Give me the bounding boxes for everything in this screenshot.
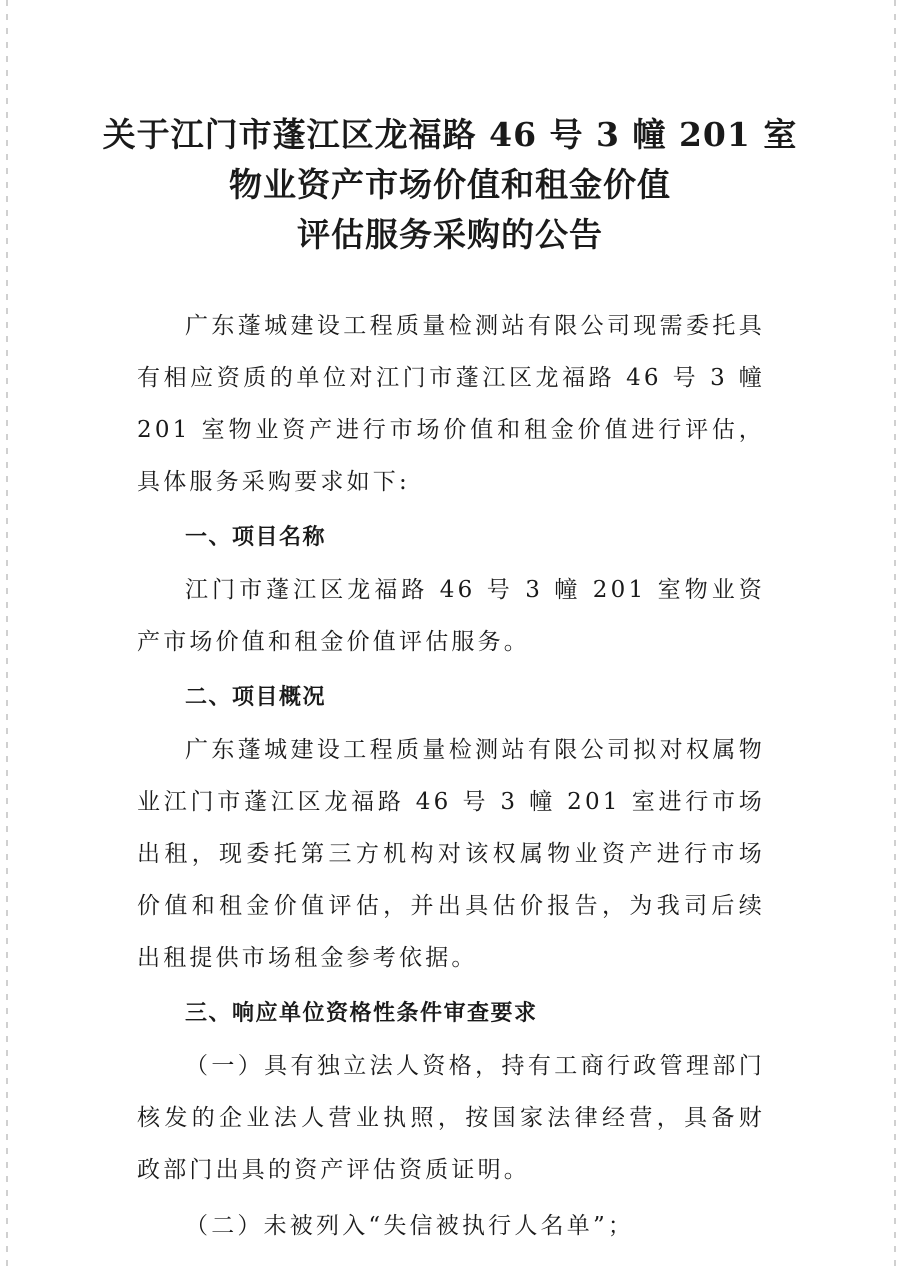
- section-3-item-2: （二）未被列入“失信被执行人名单”；: [185, 1213, 635, 1239]
- document-body: [137, 300, 765, 1252]
- scan-edge-right: [894, 0, 896, 1272]
- section-1-heading: 一、项目名称: [185, 525, 327, 550]
- scan-edge-left: [6, 0, 8, 1272]
- section-2-heading: 二、项目概况: [185, 685, 327, 710]
- section-1-text: 江门市蓬江区龙福路 46 号 3 幢 201 室物业资产市场价值和租金价值评估服务。: [137, 577, 765, 655]
- section-3-heading: 三、响应单位资格性条件审查要求: [185, 1001, 538, 1026]
- intro-paragraph: 广东蓬城建设工程质量检测站有限公司现需委托具有相应资质的单位对江门市蓬江区龙福路 46 号 3 幢 201 室物业资产进行市场价值和租金价值进行评估，具体服务采购要求如下:: [137, 313, 765, 495]
- title-line-3: 评估服务采购的公告: [297, 215, 603, 254]
- section-3-item-1: （一）具有独立法人资格，持有工商行政管理部门核发的企业法人营业执照，按国家法律经营，具备财政部门出具的资产评估资质证明。: [137, 1053, 765, 1183]
- title-line-2: 物业资产市场价值和租金价值: [229, 165, 671, 204]
- title-line-1: 关于江门市蓬江区龙福路 46 号 3 幢 201 室: [102, 115, 798, 154]
- document-title: [60, 110, 840, 260]
- section-2-text: 广东蓬城建设工程质量检测站有限公司拟对权属物业江门市蓬江区龙福路 46 号 3 幢 201 室进行市场出租，现委托第三方机构对该权属物业资产进行市场价值和租金价值评估，并出具估价报告，为我司后续出租提供市场租金参考依据。: [137, 737, 765, 971]
